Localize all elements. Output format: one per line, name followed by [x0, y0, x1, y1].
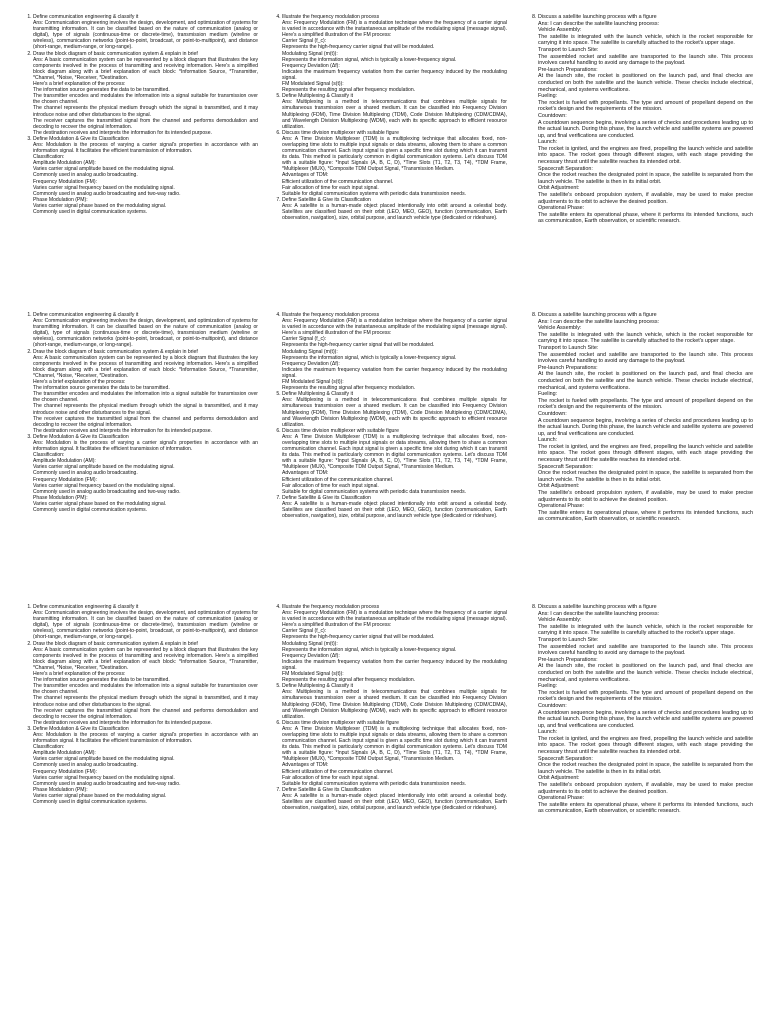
section-line: The assembled rocket and satellite are transported to the launch site. This process involves careful handling to avoid any damage to the payload.	[538, 643, 753, 657]
section-7	[282, 495, 507, 519]
section-answer: Ans: A satellite is a human-made object placed intentionally into orbit around a celestial body. Satellites are classified based on their orbit (LEO, MEO, GEO), function (communication, Earth observation, navigation), size, orbital purpose, and launch vehicle type (dedicated or rideshare).	[282, 202, 507, 222]
document-block	[0, 604, 768, 934]
section-2	[33, 51, 258, 136]
section-line: Amplitude Modulation (AM):	[33, 458, 96, 465]
section-line: Modulating Signal (m(t)):	[282, 640, 338, 647]
section-line: At the launch site, the rocket is positioned on the launch pad, and final checks are conducted on both the satellite and the launch vehicle. These checks include electrical, mechanical, and systems verifications.	[538, 73, 753, 93]
section-line: Varies carrier signal phase based on the modulating signal.	[33, 500, 167, 507]
section-line: Varies carrier signal frequency based on the modulating signal.	[33, 184, 175, 191]
section-line: The satellite is integrated with the launch vehicle, which is the rocket responsible for carrying it into space. The satellite is carefully attached to the rocket's upper stage.	[538, 331, 753, 345]
section-line: Ans: A basic communication system can be represented by a block diagram that illustrates the key components involved in the process of transmitting and receiving information. Here's a simplified block diagram along with a brief explanation of each block: *Information Source, *Transmitter, *Channel, *Noise, *Receiver, *Destination.	[33, 56, 258, 81]
section-5	[282, 93, 507, 130]
section-title: 8. Discuss a satellite launching process with a figure	[538, 604, 657, 610]
section-4	[282, 604, 507, 683]
section-line: Ans: Frequency Modulation (FM) is a modulation technique where the frequency of a carrier signal is varied in accordance with the instantaneous amplitude of the modulating signal (message signal). Here's a simplified illustration of the FM process:	[282, 610, 507, 629]
section-line: Fueling:	[538, 683, 558, 690]
section-line: Varies carrier signal amplitude based on the modulating signal.	[33, 166, 175, 173]
section-line: Commonly used in analog audio broadcasting and two-way radio.	[33, 488, 181, 495]
section-title: 4. Illustrate the frequency modulation process	[282, 604, 380, 610]
section-line: At the launch site, the rocket is positioned on the launch pad, and final checks are conducted on both the satellite and the launch vehicle. These checks include electrical, mechanical, and systems verifications.	[538, 371, 753, 391]
section-line: Ans: A basic communication system can be represented by a block diagram that illustrates the key components involved in the process of transmitting and receiving information. Here's a simplified block diagram along with a brief explanation of each block: *Information Source, *Transmitter, *Channel, *Noise, *Receiver, *Destination.	[33, 646, 258, 671]
section-line: Suitable for digital communication systems with periodic data transmission needs.	[282, 780, 467, 787]
section-line: The receiver captures the transmitted signal from the channel and performs demodulation and decoding to recover the original information.	[33, 117, 258, 130]
section-line: Commonly used in analog audio broadcasting and two-way radio.	[33, 780, 181, 787]
section-3	[33, 434, 258, 513]
section-line: Ans: I can describe the satellite launching process:	[538, 318, 660, 325]
section-line: The satellite enters its operational phase, where it performs its intended functions, such as communication, Earth observation, or scientific research.	[538, 211, 753, 225]
section-4	[282, 14, 507, 93]
section-line: FM Modulated Signal (s(t)):	[282, 81, 344, 88]
section-title: 2. Draw the block diagram of basic communication system & explain in brief	[33, 640, 198, 647]
document-block	[0, 14, 768, 344]
section-line: Advantages of TDM:	[282, 172, 329, 179]
section-line: Pre-launch Preparations:	[538, 66, 598, 73]
section-line: Varies carrier signal frequency based on the modulating signal.	[33, 774, 175, 781]
section-line: Modulating Signal (m(t)):	[282, 348, 338, 355]
section-line: Operational Phase:	[538, 205, 585, 212]
section-line: Once the rocket reaches the designated point in space, the satellite is separated from the launch vehicle. The satellite is then in its initial orbit.	[538, 172, 753, 185]
section-line: Fueling:	[538, 391, 558, 398]
section-line: Suitable for digital communication systems with periodic data transmission needs.	[282, 190, 467, 197]
section-line: Here's a brief explanation of the process:	[33, 379, 126, 386]
section-title: 4. Illustrate the frequency modulation process	[282, 14, 380, 20]
section-line: Fueling:	[538, 93, 558, 100]
section-title: 5. Define Multiplexing & Classify it	[282, 391, 354, 398]
section-line: The satellite's onboard propulsion system, if available, may be used to make precise adjustments to its orbit to achieve the desired position.	[538, 782, 753, 795]
section-line: The satellite enters its operational phase, where it performs its intended functions, such as communication, Earth observation, or scientific research.	[538, 801, 753, 815]
section-8	[538, 604, 753, 815]
section-line: Transport to Launch Site:	[538, 46, 599, 53]
section-title: 6. Discuss time division multiplexer with suitable figure	[282, 129, 399, 136]
section-line: The information source generates the data to be transmitted.	[33, 87, 170, 94]
section-line: Launch:	[538, 729, 558, 736]
section-1	[33, 604, 258, 641]
section-line: Represents the resulting signal after frequency modulation.	[282, 677, 416, 684]
section-line: Frequency Deviation (Δf):	[282, 652, 340, 659]
section-answer: Ans: Communication engineering involves the design, development, and optimization of systems for transmitting information. It can be classified based on the nature of communication (analog or digital), type of signals (continuous-time or discrete-time), transmission medium (wireline or wireless), communication networks (point-to-point, broadcast, or point-to-multipoint), and distance (short-range, medium-range, or long-range).	[33, 20, 258, 51]
section-line: The assembled rocket and satellite are transported to the launch site. This process involves careful handling to avoid any damage to the payload.	[538, 351, 753, 365]
section-line: Operational Phase:	[538, 795, 585, 802]
section-line: Carrier Signal (f_c):	[282, 38, 327, 45]
section-line: The rocket is ignited, and the engines are fired, propelling the launch vehicle and satellite into space. The rocket goes through different stages, with each stage providing the necessary thrust until the satellite reaches its intended orbit.	[538, 443, 753, 464]
section-line: The satellite's onboard propulsion system, if available, may be used to make precise adjustments to its orbit to achieve the desired position.	[538, 490, 753, 503]
section-line: Ans: A basic communication system can be represented by a block diagram that illustrates the key components involved in the process of transmitting and receiving information. Here's a simplified block diagram along with a brief explanation of each block: *Information Source, *Transmitter, *Channel, *Noise, *Receiver, *Destination.	[33, 354, 258, 379]
section-title: 3. Define Modulation & Give its Classification	[33, 433, 129, 440]
section-line: Represents the high-frequency carrier signal that will be modulated.	[282, 44, 435, 51]
section-title: 6. Discuss time division multiplexer with suitable figure	[282, 719, 399, 726]
section-line: Commonly used in analog audio broadcasting.	[33, 172, 138, 179]
section-line: Ans: A Time Division Multiplexer (TDM) is a multiplexing technique that allocates fixed, non-overlapping time slots to multiple input signals or data streams, allowing them to share a common communication channel. Each input signal is given a specific time slot during which it can transmit its data. This method is particularly common in digital communication systems. Let's discuss TDM with a suitable figure: *Input Signals (A, B, C, D), *Time Slots (T1, T2, T3, T4), *TDM Frame, *Multiplexer (MUX), *Composite TDM Output Signal, *Transmission Medium.	[282, 725, 507, 763]
section-title: 2. Draw the block diagram of basic communication system & explain in brief	[33, 50, 198, 57]
section-line: Here's a brief explanation of the process:	[33, 81, 126, 88]
section-line: Varies carrier signal amplitude based on the modulating signal.	[33, 756, 175, 763]
section-line: Classification:	[33, 452, 65, 459]
section-title: 6. Discuss time division multiplexer with suitable figure	[282, 427, 399, 434]
section-line: The transmitter encodes and modulates the information into a signal suitable for transmission over the chosen channel.	[33, 391, 258, 404]
section-line: Commonly used in analog audio broadcasting.	[33, 470, 138, 477]
document-block	[0, 312, 768, 642]
section-line: Frequency Deviation (Δf):	[282, 360, 340, 367]
section-line: Amplitude Modulation (AM):	[33, 750, 96, 757]
section-answer: Ans: Communication engineering involves the design, development, and optimization of systems for transmitting information. It can be classified based on the nature of communication (analog or digital), type of signals (continuous-time or discrete-time), transmission medium (wireline or wireless), communication networks (point-to-point, broadcast, or point-to-multipoint), and distance (short-range, medium-range, or long-range).	[33, 318, 258, 349]
section-line: Vehicle Assembly:	[538, 325, 582, 332]
section-line: Represents the resulting signal after frequency modulation.	[282, 87, 416, 94]
section-line: FM Modulated Signal (s(t)):	[282, 379, 344, 386]
section-title: 1. Define communication engineering & classify it	[33, 312, 139, 318]
section-5	[282, 683, 507, 720]
section-line: Spacecraft Separation:	[538, 165, 593, 172]
section-title: 1. Define communication engineering & classify it	[33, 14, 139, 20]
section-line: Represents the high-frequency carrier signal that will be modulated.	[282, 342, 435, 349]
section-answer: Ans: Communication engineering involves the design, development, and optimization of systems for transmitting information. It can be classified based on the nature of communication (analog or digital), type of signals (continuous-time or discrete-time), transmission medium (wireline or wireless), communication networks (point-to-point, broadcast, or point-to-multipoint), and distance (short-range, medium-range, or long-range).	[33, 610, 258, 641]
section-line: Ans: Modulation is the process of varying a carrier signal's properties in accordance with an information signal. It facilitates the efficient transmission of information.	[33, 141, 258, 155]
section-line: The satellite is integrated with the launch vehicle, which is the rocket responsible for carrying it into space. The satellite is carefully attached to the rocket's upper stage.	[538, 33, 753, 47]
section-line: Advantages of TDM:	[282, 762, 329, 769]
section-2	[33, 349, 258, 434]
section-6	[282, 130, 507, 197]
section-line: The assembled rocket and satellite are transported to the launch site. This process involves careful handling to avoid any damage to the payload.	[538, 53, 753, 67]
section-3	[33, 136, 258, 215]
section-line: Orbit Adjustment:	[538, 775, 580, 782]
section-line: A countdown sequence begins, involving a series of checks and procedures leading up to the actual launch. During this phase, the launch vehicle and satellite systems are powered up, and final verifications are conducted.	[538, 417, 753, 437]
section-line: Vehicle Assembly:	[538, 27, 582, 34]
section-line: Transport to Launch Site:	[538, 636, 599, 643]
section-line: Once the rocket reaches the designated point in space, the satellite is separated from the launch vehicle. The satellite is then in its initial orbit.	[538, 762, 753, 775]
section-line: The channel represents the physical medium through which the signal is transmitted, and it may introduce noise and other disturbances to the signal.	[33, 105, 258, 118]
section-line: Frequency Modulation (FM):	[33, 768, 97, 775]
section-line: The satellite enters its operational phase, where it performs its intended functions, such as communication, Earth observation, or scientific research.	[538, 509, 753, 523]
section-4	[282, 312, 507, 391]
section-line: FM Modulated Signal (s(t)):	[282, 671, 344, 678]
section-line: The rocket is fueled with propellants. The type and amount of propellant depend on the rocket's design and the requirements of the mission.	[538, 689, 753, 703]
column-left	[22, 312, 258, 513]
column-middle	[271, 604, 507, 811]
section-line: Commonly used in digital communication systems.	[33, 209, 148, 215]
section-line: Carrier Signal (f_c):	[282, 336, 327, 343]
section-title: 7. Define Satellite & Give its Classification	[282, 494, 371, 501]
section-line: A countdown sequence begins, involving a series of checks and procedures leading up to the actual launch. During this phase, the launch vehicle and satellite systems are powered up, and final verifications are conducted.	[538, 119, 753, 139]
column-middle	[271, 312, 507, 519]
section-line: Pre-launch Preparations:	[538, 656, 598, 663]
section-line: The satellite's onboard propulsion system, if available, may be used to make precise adjustments to its orbit to achieve the desired position.	[538, 192, 753, 205]
section-line: Represents the information signal, which is typically a lower-frequency signal.	[282, 56, 457, 63]
section-3	[33, 726, 258, 805]
column-left	[22, 14, 258, 215]
section-line: Advantages of TDM:	[282, 470, 329, 477]
section-line: Represents the information signal, which is typically a lower-frequency signal.	[282, 354, 457, 361]
section-line: Varies carrier signal phase based on the modulating signal.	[33, 202, 167, 209]
section-answer: Ans: A satellite is a human-made object placed intentionally into orbit around a celestial body. Satellites are classified based on their orbit (LEO, MEO, GEO), function (communication, Earth observation, navigation), size, orbital purpose, and launch vehicle type (dedicated or rideshare).	[282, 500, 507, 520]
section-line: Indicates the maximum frequency variation from the carrier frequency induced by the modulating signal.	[282, 658, 507, 671]
section-line: Indicates the maximum frequency variation from the carrier frequency induced by the modulating signal.	[282, 366, 507, 379]
section-line: Fair allocation of time for each input signal.	[282, 774, 379, 781]
section-line: The rocket is fueled with propellants. The type and amount of propellant depend on the rocket's design and the requirements of the mission.	[538, 99, 753, 113]
section-line: Here's a brief explanation of the process:	[33, 671, 126, 678]
section-title: 7. Define Satellite & Give its Classification	[282, 196, 371, 203]
section-answer: Ans: A satellite is a human-made object placed intentionally into orbit around a celestial body. Satellites are classified based on their orbit (LEO, MEO, GEO), function (communication, Earth observation, navigation), size, orbital purpose, and launch vehicle type (dedicated or rideshare).	[282, 792, 507, 812]
section-title: 7. Define Satellite & Give its Classification	[282, 786, 371, 793]
section-line: Countdown:	[538, 410, 567, 417]
section-answer: Ans: Multiplexing is a method in telecommunications that combines multiple signals for simultaneous transmission over a shared medium. It can be classified into Frequency Division Multiplexing (FDM), Time Division Multiplexing (TDM), Code Division Multiplexing (CDM/CDMA), and Wavelength Division Multiplexing (WDM), each with its specific approach to efficient resource utilization.	[282, 99, 507, 130]
section-line: The channel represents the physical medium through which the signal is transmitted, and it may introduce noise and other disturbances to the signal.	[33, 403, 258, 416]
section-line: Varies carrier signal frequency based on the modulating signal.	[33, 482, 175, 489]
section-2	[33, 641, 258, 726]
section-6	[282, 720, 507, 787]
section-line: Ans: Modulation is the process of varying a carrier signal's properties in accordance with an information signal. It facilitates the efficient transmission of information.	[33, 731, 258, 745]
section-line: Once the rocket reaches the designated point in space, the satellite is separated from the launch vehicle. The satellite is then in its initial orbit.	[538, 470, 753, 483]
section-line: The satellite is integrated with the launch vehicle, which is the rocket responsible for carrying it into space. The satellite is carefully attached to the rocket's upper stage.	[538, 623, 753, 637]
section-line: Phase Modulation (PM):	[33, 494, 88, 501]
column-left	[22, 604, 258, 805]
section-line: The receiver captures the transmitted signal from the channel and performs demodulation and decoding to recover the original information.	[33, 707, 258, 720]
section-line: The destination receives and interprets the information for its intended purpose.	[33, 427, 212, 434]
section-title: 5. Define Multiplexing & Classify it	[282, 93, 354, 100]
section-line: Phase Modulation (PM):	[33, 786, 88, 793]
section-line: A countdown sequence begins, involving a series of checks and procedures leading up to the actual launch. During this phase, the launch vehicle and satellite systems are powered up, and final verifications are conducted.	[538, 709, 753, 729]
section-line: Ans: Frequency Modulation (FM) is a modulation technique where the frequency of a carrier signal is varied in accordance with the instantaneous amplitude of the modulating signal (message signal). Here's a simplified illustration of the FM process:	[282, 20, 507, 39]
section-line: Commonly used in analog audio broadcasting and two-way radio.	[33, 190, 181, 197]
section-title: 5. Define Multiplexing & Classify it	[282, 683, 354, 690]
section-title: 4. Illustrate the frequency modulation process	[282, 312, 380, 318]
section-line: Represents the information signal, which is typically a lower-frequency signal.	[282, 646, 457, 653]
section-line: The channel represents the physical medium through which the signal is transmitted, and it may introduce noise and other disturbances to the signal.	[33, 695, 258, 708]
section-line: Amplitude Modulation (AM):	[33, 160, 96, 167]
section-line: The receiver captures the transmitted signal from the channel and performs demodulation and decoding to recover the original information.	[33, 415, 258, 428]
section-line: Classification:	[33, 744, 65, 751]
section-6	[282, 428, 507, 495]
section-line: Commonly used in digital communication systems.	[33, 507, 148, 513]
section-line: Operational Phase:	[538, 503, 585, 510]
section-line: Classification:	[33, 154, 65, 161]
section-1	[33, 14, 258, 51]
section-line: Phase Modulation (PM):	[33, 196, 88, 203]
section-title: 1. Define communication engineering & classify it	[33, 604, 139, 610]
section-7	[282, 787, 507, 811]
section-line: The information source generates the data to be transmitted.	[33, 677, 170, 684]
section-title: 8. Discuss a satellite launching process with a figure	[538, 312, 657, 318]
section-line: Spacecraft Separation:	[538, 755, 593, 762]
section-line: Fair allocation of time for each input signal.	[282, 184, 379, 191]
section-line: Efficient utilization of the communication channel.	[282, 476, 394, 483]
section-line: Suitable for digital communication systems with periodic data transmission needs.	[282, 488, 467, 495]
section-line: Spacecraft Separation:	[538, 463, 593, 470]
section-1	[33, 312, 258, 349]
column-right	[527, 604, 753, 815]
section-line: The destination receives and interprets the information for its intended purpose.	[33, 719, 212, 726]
section-line: Vehicle Assembly:	[538, 617, 582, 624]
section-line: Represents the high-frequency carrier signal that will be modulated.	[282, 634, 435, 641]
section-line: At the launch site, the rocket is positioned on the launch pad, and final checks are conducted on both the satellite and the launch vehicle. These checks include electrical, mechanical, and systems verifications.	[538, 663, 753, 683]
section-line: Countdown:	[538, 702, 567, 709]
section-line: Frequency Modulation (FM):	[33, 178, 97, 185]
section-line: The rocket is ignited, and the engines are fired, propelling the launch vehicle and satellite into space. The rocket goes through different stages, with each stage providing the necessary thrust until the satellite reaches its intended orbit.	[538, 145, 753, 166]
section-line: Efficient utilization of the communication channel.	[282, 768, 394, 775]
section-line: Varies carrier signal amplitude based on the modulating signal.	[33, 464, 175, 471]
section-line: Ans: A Time Division Multiplexer (TDM) is a multiplexing technique that allocates fixed, non-overlapping time slots to multiple input signals or data streams, allowing them to share a common communication channel. Each input signal is given a specific time slot during which it can transmit its data. This method is particularly common in digital communication systems. Let's discuss TDM with a suitable figure: *Input Signals (A, B, C, D), *Time Slots (T1, T2, T3, T4), *TDM Frame, *Multiplexer (MUX), *Composite TDM Output Signal, *Transmission Medium.	[282, 135, 507, 173]
section-line: Indicates the maximum frequency variation from the carrier frequency induced by the modulating signal.	[282, 68, 507, 81]
section-line: Ans: I can describe the satellite launching process:	[538, 20, 660, 27]
section-line: Represents the resulting signal after frequency modulation.	[282, 385, 416, 392]
section-line: Ans: Frequency Modulation (FM) is a modulation technique where the frequency of a carrier signal is varied in accordance with the instantaneous amplitude of the modulating signal (message signal). Here's a simplified illustration of the FM process:	[282, 318, 507, 337]
section-line: Pre-launch Preparations:	[538, 364, 598, 371]
section-line: Launch:	[538, 139, 558, 146]
section-line: The transmitter encodes and modulates the information into a signal suitable for transmission over the chosen channel.	[33, 93, 258, 106]
section-line: Countdown:	[538, 112, 567, 119]
section-line: Ans: Modulation is the process of varying a carrier signal's properties in accordance with an information signal. It facilitates the efficient transmission of information.	[33, 439, 258, 453]
section-line: Fair allocation of time for each input signal.	[282, 482, 379, 489]
column-middle	[271, 14, 507, 221]
section-title: 3. Define Modulation & Give its Classification	[33, 725, 129, 732]
section-title: 3. Define Modulation & Give its Classification	[33, 135, 129, 142]
section-line: Modulating Signal (m(t)):	[282, 50, 338, 57]
section-line: Carrier Signal (f_c):	[282, 628, 327, 635]
section-line: The transmitter encodes and modulates the information into a signal suitable for transmission over the chosen channel.	[33, 683, 258, 696]
section-line: Transport to Launch Site:	[538, 344, 599, 351]
section-5	[282, 391, 507, 428]
section-line: Commonly used in digital communication systems.	[33, 799, 148, 805]
section-answer: Ans: Multiplexing is a method in telecommunications that combines multiple signals for simultaneous transmission over a shared medium. It can be classified into Frequency Division Multiplexing (FDM), Time Division Multiplexing (TDM), Code Division Multiplexing (CDM/CDMA), and Wavelength Division Multiplexing (WDM), each with its specific approach to efficient resource utilization.	[282, 397, 507, 428]
section-line: Frequency Modulation (FM):	[33, 476, 97, 483]
section-answer: Ans: Multiplexing is a method in telecommunications that combines multiple signals for simultaneous transmission over a shared medium. It can be classified into Frequency Division Multiplexing (FDM), Time Division Multiplexing (TDM), Code Division Multiplexing (CDM/CDMA), and Wavelength Division Multiplexing (WDM), each with its specific approach to efficient resource utilization.	[282, 689, 507, 720]
section-8	[538, 14, 753, 225]
section-title: 8. Discuss a satellite launching process with a figure	[538, 14, 657, 20]
column-right	[527, 312, 753, 523]
section-line: Orbit Adjustment:	[538, 483, 580, 490]
section-line: Commonly used in analog audio broadcasting.	[33, 762, 138, 769]
section-line: Frequency Deviation (Δf):	[282, 62, 340, 69]
section-line: The information source generates the data to be transmitted.	[33, 385, 170, 392]
section-8	[538, 312, 753, 523]
section-line: Ans: I can describe the satellite launching process:	[538, 610, 660, 617]
section-line: Launch:	[538, 437, 558, 444]
section-7	[282, 197, 507, 221]
section-line: Ans: A Time Division Multiplexer (TDM) is a multiplexing technique that allocates fixed, non-overlapping time slots to multiple input signals or data streams, allowing them to share a common communication channel. Each input signal is given a specific time slot during which it can transmit its data. This method is particularly common in digital communication systems. Let's discuss TDM with a suitable figure: *Input Signals (A, B, C, D), *Time Slots (T1, T2, T3, T4), *TDM Frame, *Multiplexer (MUX), *Composite TDM Output Signal, *Transmission Medium.	[282, 433, 507, 471]
section-line: Efficient utilization of the communication channel.	[282, 178, 394, 185]
section-line: The rocket is fueled with propellants. The type and amount of propellant depend on the rocket's design and the requirements of the mission.	[538, 397, 753, 411]
section-line: Orbit Adjustment:	[538, 185, 580, 192]
column-right	[527, 14, 753, 225]
section-line: Varies carrier signal phase based on the modulating signal.	[33, 792, 167, 799]
section-title: 2. Draw the block diagram of basic communication system & explain in brief	[33, 348, 198, 355]
section-line: The rocket is ignited, and the engines are fired, propelling the launch vehicle and satellite into space. The rocket goes through different stages, with each stage providing the necessary thrust until the satellite reaches its intended orbit.	[538, 735, 753, 756]
section-line: The destination receives and interprets the information for its intended purpose.	[33, 129, 212, 136]
